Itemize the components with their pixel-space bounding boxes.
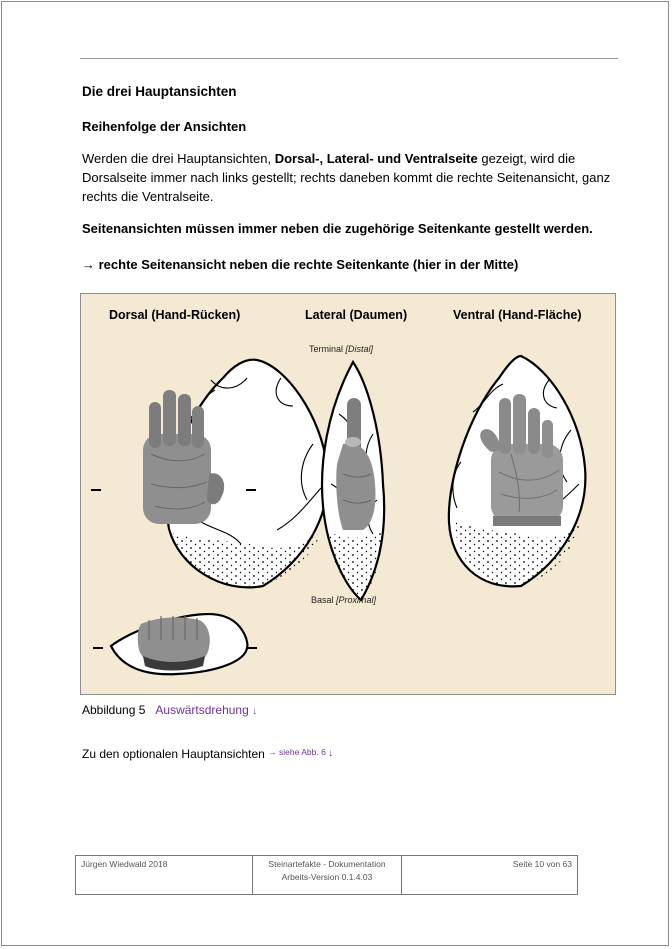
section-title: Die drei Hauptansichten bbox=[82, 84, 237, 99]
footer-doc-info bbox=[253, 856, 402, 894]
page-footer bbox=[75, 855, 578, 895]
label-terminal bbox=[309, 344, 373, 354]
distal-text: [Distal] bbox=[345, 344, 374, 354]
figure-illustration bbox=[81, 294, 615, 694]
paragraph-text-before: Werden die drei Hauptansichten, bbox=[82, 151, 275, 166]
label-dorsal: Dorsal (Hand-Rücken) bbox=[109, 308, 241, 322]
see-figure-reference[interactable] bbox=[268, 747, 328, 757]
figure-views bbox=[80, 293, 616, 695]
terminal-text: Terminal bbox=[309, 344, 344, 354]
basal-text: Basal bbox=[311, 595, 334, 605]
subsection-title: Reihenfolge der Ansichten bbox=[82, 119, 247, 134]
ref-text: siehe Abb. 6 bbox=[276, 747, 329, 757]
footer-author: Jürgen Wiedwald 2018 bbox=[76, 856, 253, 894]
figure-caption bbox=[82, 703, 257, 717]
footer-doc-title: Steinartefakte - Dokumentation bbox=[268, 859, 386, 869]
rule-statement: Seitenansichten müssen immer neben die zugehörige Seitenkante gestellt werden. bbox=[82, 221, 593, 236]
optional-views-line bbox=[82, 747, 333, 761]
dorsal-artifact bbox=[91, 360, 328, 588]
paragraph-text-after: gezeigt, wird die Dorsalseite immer nach links gestellt; rechts daneben kommt die rechte Seitenansicht, ganz rechts die Ventralseite. bbox=[82, 151, 611, 204]
ref-down-arrow-icon[interactable]: ↓ bbox=[328, 748, 334, 759]
label-lateral: Lateral (Daumen) bbox=[305, 308, 408, 322]
arrow-statement-text: rechte Seitenansicht neben die rechte Seitenkante (hier in der Mitte) bbox=[95, 257, 519, 272]
header-rule bbox=[80, 58, 618, 59]
paragraph-bold-terms: Dorsal-, Lateral- und Ventralseite bbox=[274, 151, 478, 166]
caption-link[interactable]: Auswärtsdrehung bbox=[155, 703, 249, 717]
arrow-statement bbox=[82, 257, 518, 272]
ref-arrow-icon: → bbox=[268, 747, 277, 757]
ventral-artifact bbox=[449, 356, 586, 586]
label-ventral: Ventral (Hand-Fläche) bbox=[453, 308, 582, 322]
label-basal bbox=[311, 595, 376, 605]
caption-number: Abbildung 5 bbox=[82, 703, 146, 717]
document-page bbox=[1, 1, 669, 946]
down-arrow-icon[interactable]: ↓ bbox=[252, 706, 258, 717]
right-arrow-icon: → bbox=[82, 257, 95, 272]
proximal-text: [Proximal] bbox=[336, 595, 377, 605]
intro-paragraph bbox=[82, 149, 612, 206]
lateral-artifact bbox=[322, 362, 384, 600]
dorsal-base-view bbox=[93, 614, 257, 674]
optional-views-text: Zu den optionalen Hauptansichten bbox=[82, 747, 265, 761]
footer-page-number: Seite 10 von 63 bbox=[512, 859, 572, 869]
footer-doc-version: Arbeits-Version 0.1.4.03 bbox=[281, 872, 373, 882]
